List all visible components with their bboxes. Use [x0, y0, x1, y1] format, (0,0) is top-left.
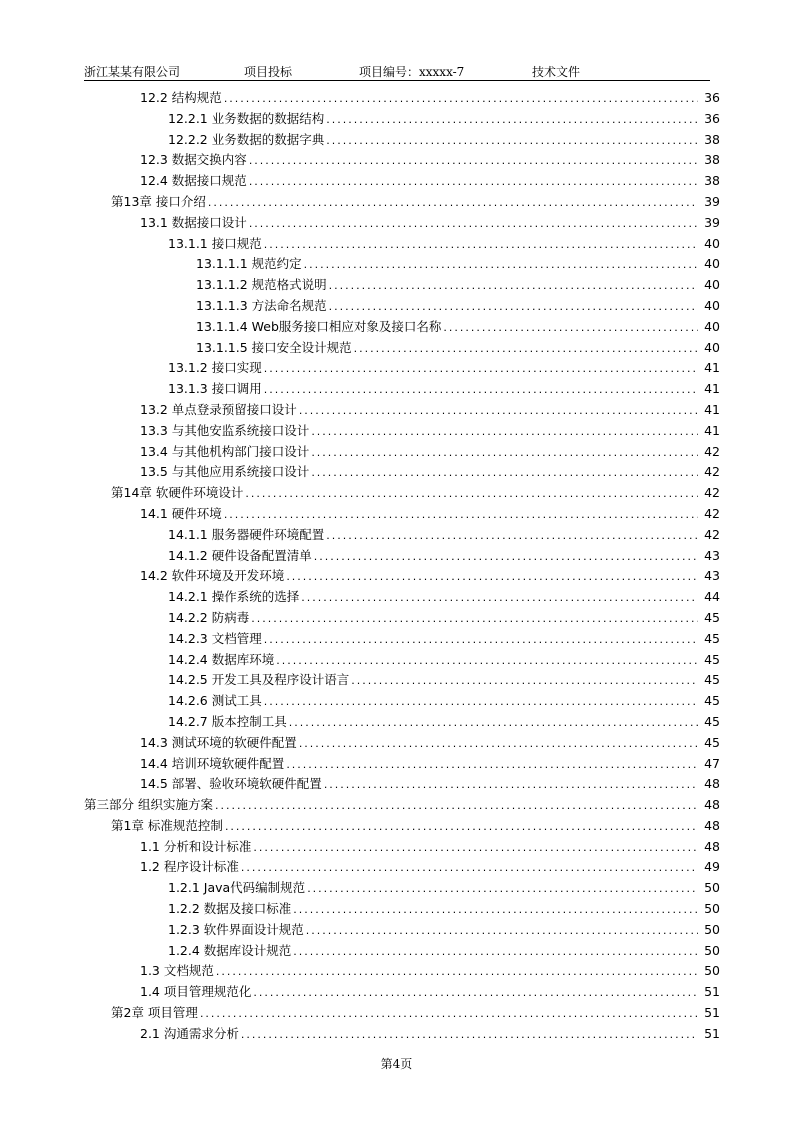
toc-entry[interactable]: [84, 130, 720, 151]
toc-entry-title: 14.3 测试环境的软硬件配置: [140, 734, 297, 750]
toc-entry[interactable]: [84, 608, 720, 629]
page-header: [84, 60, 710, 81]
toc-entry-page: 41: [704, 401, 720, 417]
toc-leader-dots: [301, 588, 698, 609]
toc-leader-dots: [351, 671, 698, 692]
toc-leader-dots: [307, 879, 698, 900]
toc-entry-page: 38: [704, 173, 720, 189]
toc-entry[interactable]: [84, 525, 720, 546]
toc-entry-page: 42: [704, 485, 720, 501]
toc-entry[interactable]: [84, 254, 720, 275]
toc-entry[interactable]: [84, 275, 720, 296]
toc-entry[interactable]: [84, 837, 720, 858]
toc-entry[interactable]: [84, 857, 720, 878]
toc-leader-dots: [241, 858, 698, 879]
toc-entry-page: 45: [704, 630, 720, 646]
toc-entry[interactable]: [84, 670, 720, 691]
toc-leader-dots: [249, 151, 698, 172]
toc-entry-title: 13.1.1.2 规范格式说明: [196, 277, 327, 293]
toc-entry-page: 51: [704, 1005, 720, 1021]
toc-entry-title: 1.2.4 数据库设计规范: [168, 942, 292, 958]
toc-entry[interactable]: [84, 442, 720, 463]
toc-entry-title: 14.1.1 服务器硬件环境配置: [168, 526, 325, 542]
toc-leader-dots: [289, 713, 698, 734]
toc-entry-page: 45: [704, 651, 720, 667]
toc-entry-page: 45: [704, 713, 720, 729]
toc-entry[interactable]: [84, 338, 720, 359]
toc-entry-page: 51: [704, 984, 720, 1000]
toc-leader-dots: [326, 131, 698, 152]
toc-entry-title: 14.5 部署、验收环境软硬件配置: [140, 776, 322, 792]
toc-entry[interactable]: [84, 504, 720, 525]
toc-leader-dots: [253, 983, 698, 1004]
toc-entry-title: 13.1.1.3 方法命名规范: [196, 297, 327, 313]
header-doc-type: 技术文件: [532, 65, 581, 79]
toc-leader-dots: [326, 110, 698, 131]
toc-leader-dots: [245, 484, 698, 505]
toc-entry-title: 1.1 分析和设计标准: [140, 838, 252, 854]
toc-leader-dots: [224, 89, 698, 110]
toc-entry-page: 44: [704, 589, 720, 605]
toc-entry-title: 第1章 标准规范控制: [111, 817, 223, 833]
toc-entry-title: 第三部分 组织实施方案: [84, 797, 213, 813]
toc-entry[interactable]: [84, 1003, 720, 1024]
toc-entry-title: 14.1 硬件环境: [140, 505, 222, 521]
toc-entry-page: 48: [704, 838, 720, 854]
toc-entry-page: 38: [704, 152, 720, 168]
toc-entry-title: 1.2 程序设计标准: [140, 859, 239, 875]
toc-entry-title: 14.4 培训环境软硬件配置: [140, 755, 285, 771]
toc-leader-dots: [299, 734, 698, 755]
toc-entry-page: 36: [704, 110, 720, 126]
toc-entry[interactable]: [84, 171, 720, 192]
toc-entry-page: 39: [704, 193, 720, 209]
toc-entry[interactable]: [84, 712, 720, 733]
toc-entry[interactable]: [84, 317, 720, 338]
toc-entry-page: 50: [704, 901, 720, 917]
toc-entry-title: 12.2.1 业务数据的数据结构: [168, 110, 325, 126]
toc-entry-title: 第13章 接口介绍: [111, 193, 206, 209]
toc-entry-title: 13.1.1 接口规范: [168, 235, 262, 251]
toc-leader-dots: [264, 692, 698, 713]
toc-leader-dots: [264, 630, 698, 651]
toc-entry-title: 1.2.2 数据及接口标准: [168, 901, 292, 917]
toc-entry-title: 13.1.1.4 Web服务接口相应对象及接口名称: [196, 318, 442, 334]
header-project-code: 项目编号：xxxxx-7: [359, 65, 465, 79]
toc-leader-dots: [314, 547, 698, 568]
toc-entry-page: 42: [704, 464, 720, 480]
toc-leader-dots: [224, 505, 698, 526]
toc-entry-title: 14.2.7 版本控制工具: [168, 713, 287, 729]
toc-entry-title: 14.2.6 测试工具: [168, 693, 262, 709]
toc-entry-title: 第2章 项目管理: [111, 1005, 198, 1021]
toc-entry-title: 14.2.5 开发工具及程序设计语言: [168, 672, 350, 688]
toc-entry-page: 40: [704, 235, 720, 251]
page-number: 第4页: [380, 1057, 413, 1071]
toc-entry-title: 13.3 与其他安监系统接口设计: [140, 422, 310, 438]
toc-entry[interactable]: [84, 899, 720, 920]
toc-entry-page: 48: [704, 797, 720, 813]
toc-leader-dots: [200, 1004, 698, 1025]
toc-leader-dots: [249, 214, 698, 235]
toc-entry-page: 45: [704, 693, 720, 709]
toc-leader-dots: [443, 318, 698, 339]
toc-leader-dots: [299, 401, 698, 422]
toc-entry-page: 50: [704, 880, 720, 896]
toc-entry-page: 36: [704, 90, 720, 105]
toc-entry-title: 14.1.2 硬件设备配置清单: [168, 547, 312, 563]
toc-entry-title: 13.1.1.5 接口安全设计规范: [196, 339, 352, 355]
toc-leader-dots: [276, 651, 698, 672]
toc-entry-page: 40: [704, 277, 720, 293]
toc-entry[interactable]: [84, 795, 720, 816]
toc-leader-dots: [326, 526, 698, 547]
toc-entry-page: 50: [704, 963, 720, 979]
toc-entry-title: 14.2.3 文档管理: [168, 630, 262, 646]
toc-leader-dots: [216, 962, 698, 983]
table-of-contents: [84, 88, 720, 1045]
toc-entry[interactable]: [84, 691, 720, 712]
toc-entry-page: 38: [704, 131, 720, 147]
toc-entry-page: 40: [704, 318, 720, 334]
toc-entry[interactable]: [84, 483, 720, 504]
toc-leader-dots: [264, 235, 698, 256]
toc-leader-dots: [286, 755, 698, 776]
toc-entry-title: 12.2.2 业务数据的数据字典: [168, 131, 325, 147]
toc-entry-title: 1.4 项目管理规范化: [140, 984, 252, 1000]
toc-entry-title: 13.1.2 接口实现: [168, 360, 262, 376]
header-company: 浙江某某有限公司: [84, 65, 181, 79]
toc-leader-dots: [324, 775, 698, 796]
toc-entry-title: 12.4 数据接口规范: [140, 173, 247, 189]
toc-entry-page: 39: [704, 214, 720, 230]
toc-entry-title: 13.1 数据接口设计: [140, 214, 247, 230]
toc-leader-dots: [311, 422, 698, 443]
toc-leader-dots: [249, 172, 698, 193]
toc-leader-dots: [215, 796, 698, 817]
toc-entry-page: 50: [704, 921, 720, 937]
toc-entry-page: 42: [704, 505, 720, 521]
toc-entry-page: 42: [704, 526, 720, 542]
toc-entry[interactable]: [84, 379, 720, 400]
toc-entry[interactable]: [84, 920, 720, 941]
toc-entry-title: 2.1 沟通需求分析: [140, 1025, 239, 1041]
toc-entry[interactable]: [84, 421, 720, 442]
toc-entry[interactable]: [84, 878, 720, 899]
toc-entry[interactable]: [84, 213, 720, 234]
toc-entry-page: 47: [704, 755, 720, 771]
toc-entry-page: 51: [704, 1025, 720, 1041]
toc-entry[interactable]: [84, 234, 720, 255]
toc-entry-page: 48: [704, 817, 720, 833]
header-bid: 项目投标: [244, 65, 293, 79]
toc-entry-page: 50: [704, 942, 720, 958]
toc-entry-page: 41: [704, 360, 720, 376]
toc-entry-page: 45: [704, 609, 720, 625]
toc-entry[interactable]: [84, 109, 720, 130]
toc-entry-page: 42: [704, 443, 720, 459]
toc-entry-page: 45: [704, 734, 720, 750]
toc-leader-dots: [354, 339, 698, 360]
toc-leader-dots: [241, 1025, 698, 1046]
toc-entry[interactable]: [84, 566, 720, 587]
toc-entry[interactable]: [84, 816, 720, 837]
toc-entry-title: 13.1.1.1 规范约定: [196, 256, 302, 272]
toc-leader-dots: [293, 900, 698, 921]
toc-entry-page: 40: [704, 339, 720, 355]
toc-leader-dots: [311, 443, 698, 464]
toc-leader-dots: [293, 942, 698, 963]
toc-entry-title: 13.2 单点登录预留接口设计: [140, 401, 297, 417]
toc-leader-dots: [286, 567, 698, 588]
toc-entry[interactable]: [84, 546, 720, 567]
toc-entry-page: 43: [704, 568, 720, 584]
toc-entry[interactable]: [84, 150, 720, 171]
toc-entry-title: 12.2 结构规范: [140, 90, 222, 105]
toc-entry-title: 13.1.3 接口调用: [168, 381, 262, 397]
toc-entry[interactable]: [84, 358, 720, 379]
toc-entry-page: 40: [704, 256, 720, 272]
toc-leader-dots: [264, 359, 698, 380]
toc-leader-dots: [264, 380, 698, 401]
toc-entry[interactable]: [84, 629, 720, 650]
toc-entry[interactable]: [84, 961, 720, 982]
toc-leader-dots: [304, 255, 698, 276]
toc-leader-dots: [311, 463, 698, 484]
toc-entry-page: 43: [704, 547, 720, 563]
toc-entry[interactable]: [84, 754, 720, 775]
toc-leader-dots: [225, 817, 698, 838]
toc-entry-title: 1.2.3 软件界面设计规范: [168, 921, 304, 937]
toc-entry-title: 13.5 与其他应用系统接口设计: [140, 464, 310, 480]
toc-entry-page: 41: [704, 381, 720, 397]
toc-entry-title: 12.3 数据交换内容: [140, 152, 247, 168]
toc-entry[interactable]: [84, 941, 720, 962]
toc-entry-page: 40: [704, 297, 720, 313]
toc-entry-page: 49: [704, 859, 720, 875]
toc-leader-dots: [251, 609, 698, 630]
toc-leader-dots: [208, 193, 698, 214]
toc-entry[interactable]: [84, 88, 720, 109]
toc-entry-page: 45: [704, 672, 720, 688]
toc-entry[interactable]: [84, 1024, 720, 1045]
toc-entry-title: 14.2.4 数据库环境: [168, 651, 275, 667]
toc-entry-page: 48: [704, 776, 720, 792]
toc-entry[interactable]: [84, 733, 720, 754]
toc-entry-title: 1.3 文档规范: [140, 963, 214, 979]
toc-entry[interactable]: [84, 650, 720, 671]
toc-leader-dots: [329, 276, 698, 297]
toc-entry-title: 14.2 软件环境及开发环境: [140, 568, 285, 584]
toc-entry[interactable]: [84, 462, 720, 483]
toc-entry[interactable]: [84, 774, 720, 795]
toc-entry-page: 41: [704, 422, 720, 438]
toc-entry-title: 14.2.2 防病毒: [168, 609, 250, 625]
toc-leader-dots: [253, 838, 698, 859]
toc-entry-title: 13.4 与其他机构部门接口设计: [140, 443, 310, 459]
toc-entry-title: 14.2.1 操作系统的选择: [168, 589, 300, 605]
toc-entry[interactable]: [84, 400, 720, 421]
toc-entry[interactable]: [84, 192, 720, 213]
toc-entry-title: 第14章 软硬件环境设计: [111, 485, 244, 501]
toc-entry[interactable]: [84, 982, 720, 1003]
toc-entry[interactable]: [84, 587, 720, 608]
toc-leader-dots: [306, 921, 698, 942]
toc-leader-dots: [329, 297, 698, 318]
toc-entry[interactable]: [84, 296, 720, 317]
toc-entry-title: 1.2.1 Java代码编制规范: [168, 880, 306, 896]
